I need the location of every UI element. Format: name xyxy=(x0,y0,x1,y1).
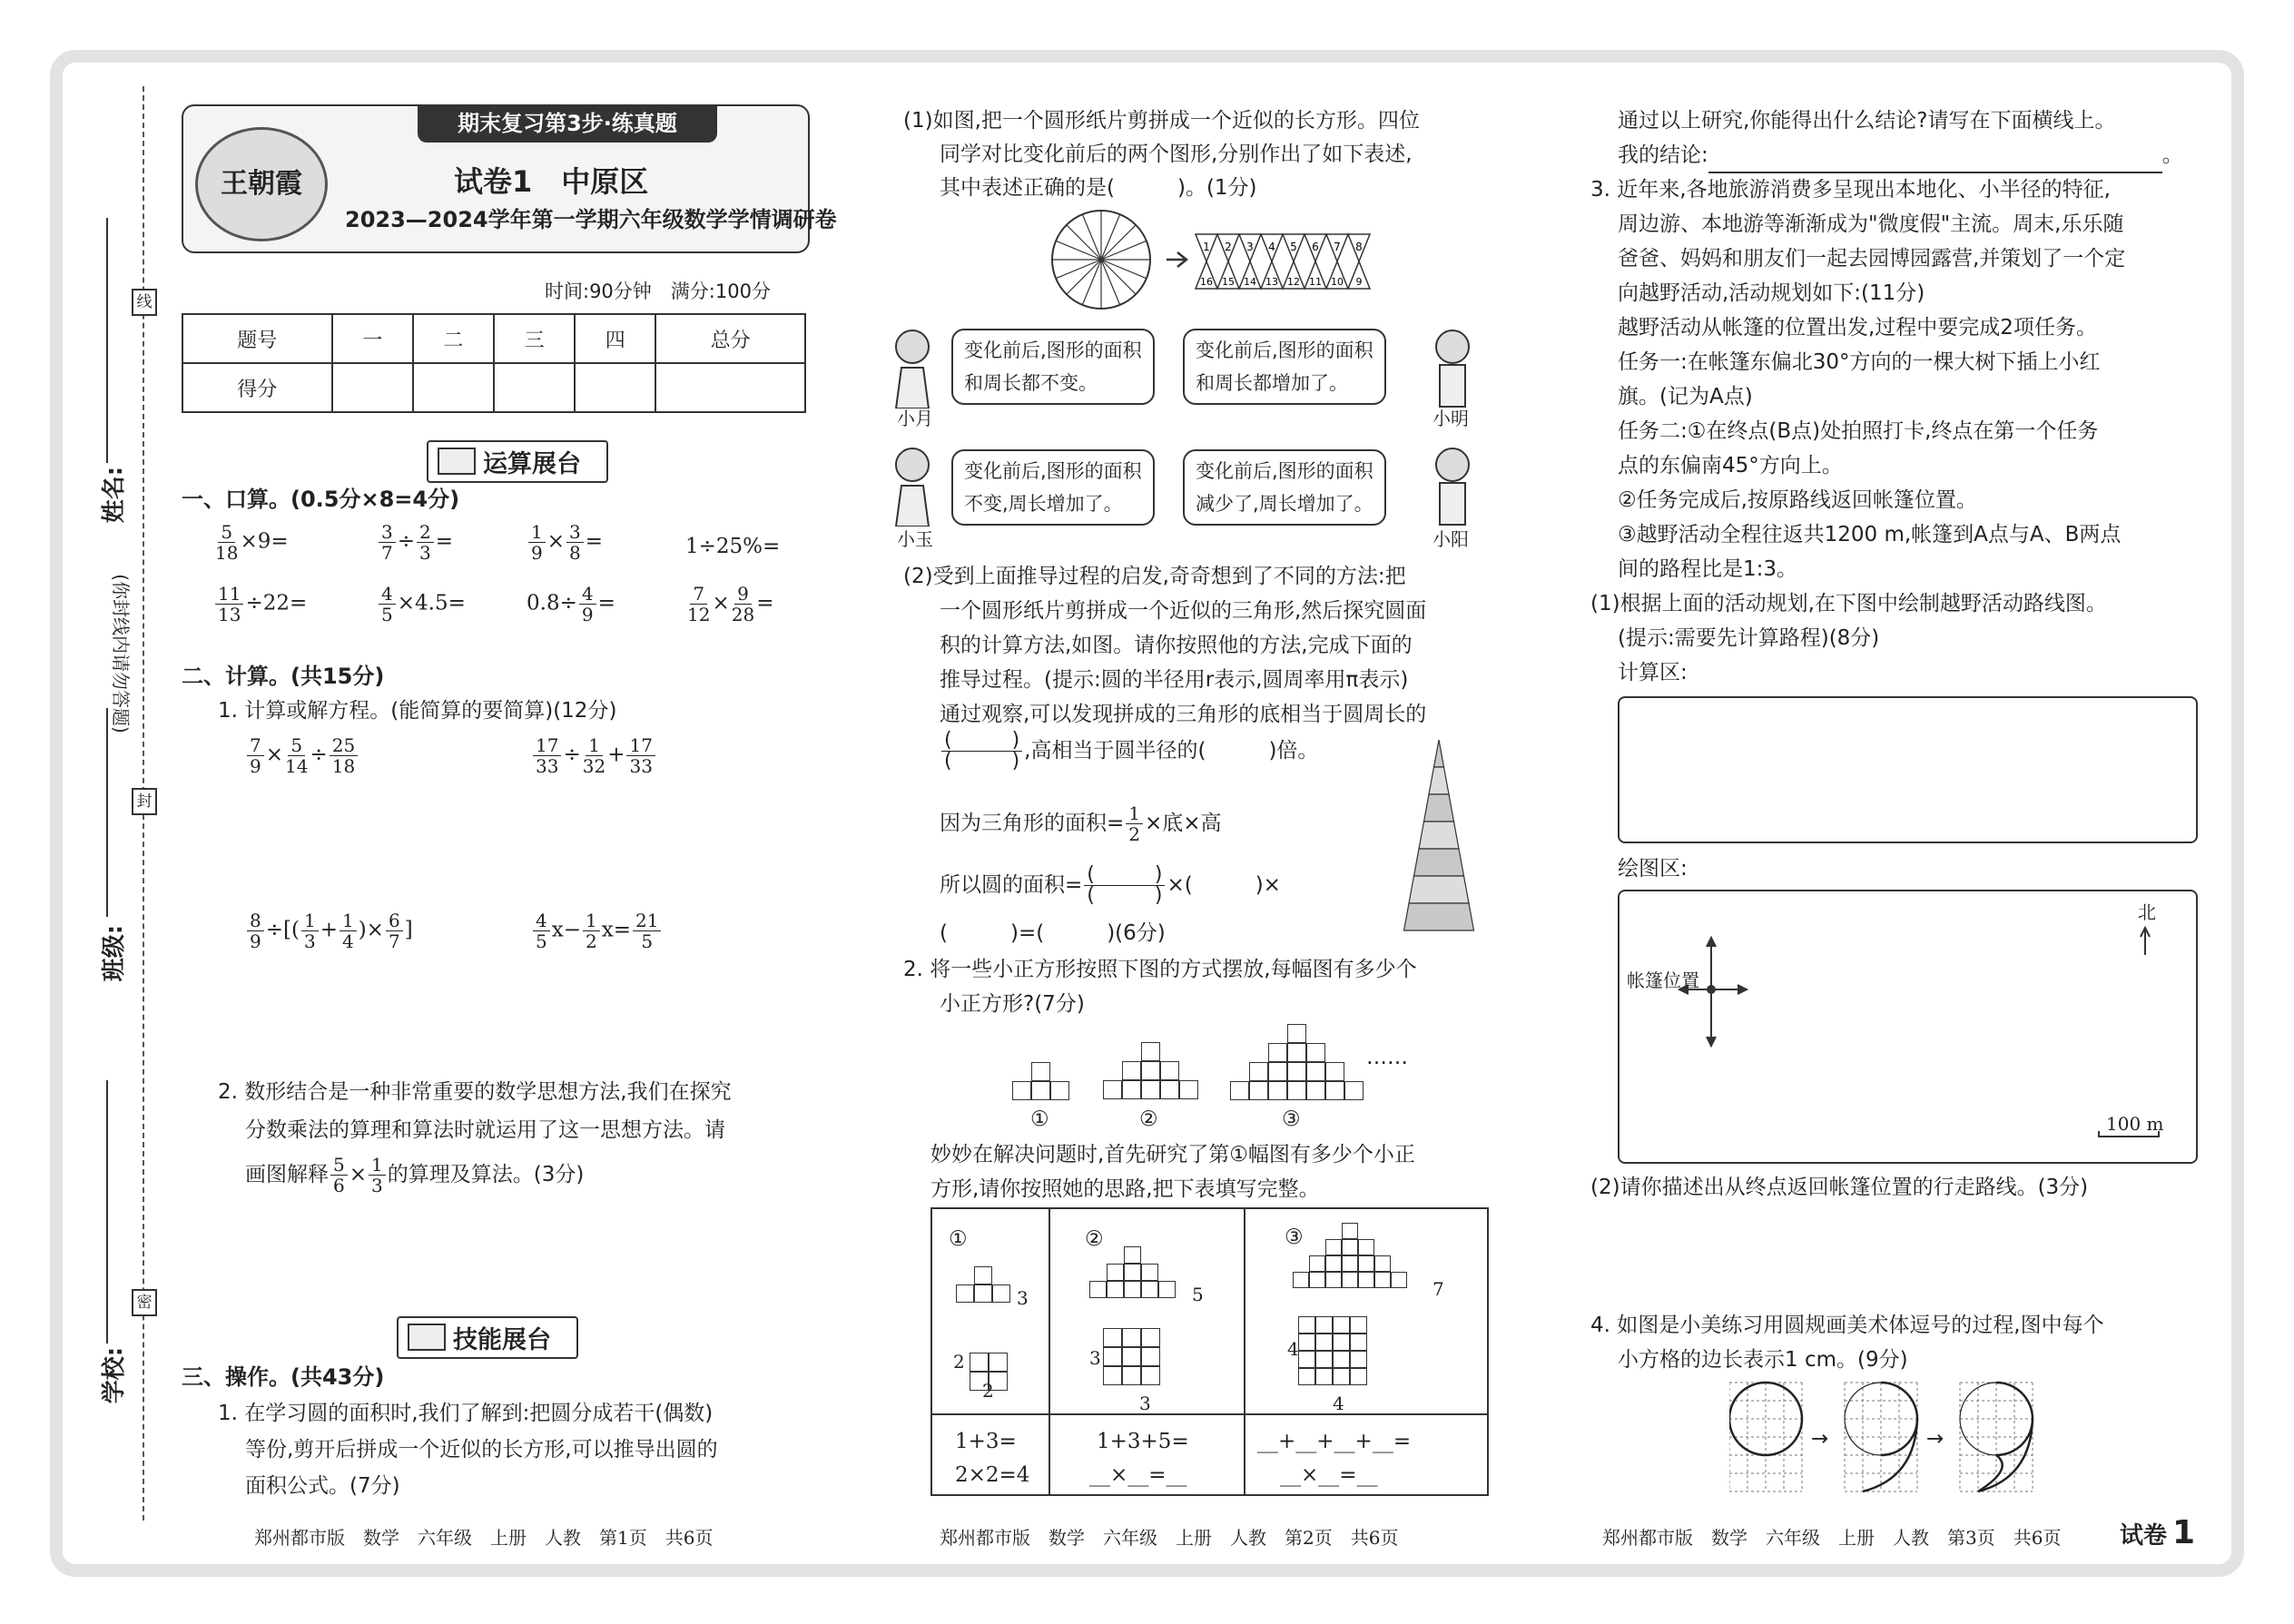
rearranged-square xyxy=(1350,1334,1367,1351)
right-line1: 通过以上研究,你能得出什么结论?请写在下面横线上。 xyxy=(1618,109,2116,133)
pattern-square xyxy=(1141,1042,1160,1061)
table-product[interactable]: __×__=__ xyxy=(1089,1463,1187,1487)
section-compute-label: 运算展台 xyxy=(483,450,581,478)
north-arrow-icon xyxy=(2141,928,2150,955)
conclusion-blank[interactable] xyxy=(1708,148,2162,173)
oral-calc: $\frac{4}{5}$ ×4.5= xyxy=(377,584,466,625)
q3-right-line12: 间的路程比是1:3。 xyxy=(1618,557,1798,581)
table-square xyxy=(1309,1272,1325,1288)
rearranged-square xyxy=(1122,1328,1141,1347)
mid-p1-line2: 同学对比变化前后的两个图形,分别作出了如下表述, xyxy=(940,143,1413,166)
mid-q2-line2: 小正方形?(7分) xyxy=(940,992,1085,1016)
q3-right-line5: 越野活动从帐篷的位置出发,过程中要完成2项任务。 xyxy=(1618,316,2097,340)
table-sum: 1+3= xyxy=(955,1430,1017,1453)
pattern-square xyxy=(1031,1081,1050,1100)
q3-right-line7: 旗。(记为A点) xyxy=(1618,385,1753,408)
rearranged-square xyxy=(1141,1328,1160,1347)
table-square xyxy=(1374,1255,1391,1272)
q3-line3: 面积公式。(7分) xyxy=(245,1474,400,1498)
score-cell: 得分 xyxy=(182,363,332,412)
q2-title: 二、计算。(共15分) xyxy=(182,664,385,689)
q2-sub1: 1. 计算或解方程。(能简算的要简算)(12分) xyxy=(218,699,617,723)
oral-calc: 0.8÷ $\frac{4}{9}$ = xyxy=(527,583,615,625)
mid-p2-line5: 通过观察,可以发现拼成的三角形的底相当于圆周长的 xyxy=(940,703,1427,726)
q3-line1: 1. 在学习圆的面积时,我们了解到:把圆分成若干(偶数) xyxy=(218,1402,714,1425)
rearranged-square xyxy=(1141,1347,1160,1366)
side-count: 7 xyxy=(1433,1278,1444,1300)
score-input[interactable] xyxy=(332,363,413,412)
rearranged-square xyxy=(1333,1334,1350,1351)
mid-p2-line2: 一个圆形纸片剪拼成一个近似的三角形,然后探究圆面 xyxy=(940,599,1427,623)
sector-number: 4 xyxy=(1268,241,1275,253)
step-banner: 期末复习第3步·练真题 xyxy=(418,104,717,143)
fig-label: ① xyxy=(1030,1107,1049,1131)
arrow-right-icon xyxy=(1167,252,1186,267)
table-square xyxy=(1358,1239,1374,1255)
score-cell: 一 xyxy=(332,314,413,363)
q3-right-line8: 任务二:①在终点(B点)处拍照打卡,终点在第一个任务 xyxy=(1618,419,2099,443)
fig-label: ② xyxy=(1139,1107,1158,1131)
mid-p2-line1: (2)受到上面推导过程的启发,奇奇想到了不同的方法:把 xyxy=(903,565,1406,588)
table-square xyxy=(1374,1272,1391,1288)
sector-number: 2 xyxy=(1225,241,1232,253)
mid-q2-line1: 2. 将一些小正方形按照下图的方式摆放,每幅图有多少个 xyxy=(903,958,1417,981)
pattern-square xyxy=(1179,1080,1198,1099)
class-label: 班级: xyxy=(101,924,129,982)
score-cell: 四 xyxy=(575,314,655,363)
footer-page1: 郑州都市版 数学 六年级 上册 人教 第1页 共6页 xyxy=(254,1527,714,1549)
sector-number: 9 xyxy=(1355,276,1363,288)
table-square xyxy=(1325,1272,1342,1288)
right-conclusion: 我的结论: 。 xyxy=(1618,137,2183,173)
pattern-square xyxy=(1306,1062,1325,1081)
oral-calc: 1÷25%= xyxy=(685,535,781,558)
rearranged-square xyxy=(1103,1347,1122,1366)
triangle-row xyxy=(1409,876,1469,903)
table-square xyxy=(1141,1281,1158,1298)
paper-number-label: 试卷 1 xyxy=(2120,1514,2196,1551)
oral-calc: $\frac{5}{18}$ ×9= xyxy=(215,521,289,564)
table-square xyxy=(1342,1223,1358,1239)
score-cell: 三 xyxy=(494,314,575,363)
pattern-square xyxy=(1012,1081,1031,1100)
girl-avatar xyxy=(885,445,940,527)
sector-number: 6 xyxy=(1312,241,1319,253)
table-square xyxy=(974,1266,992,1284)
side-count: 3 xyxy=(1139,1393,1151,1414)
boy-avatar xyxy=(1425,445,1480,527)
pattern-square xyxy=(1287,1062,1306,1081)
table-product: 2×2=4 xyxy=(955,1463,1030,1487)
pattern-square xyxy=(1160,1080,1179,1099)
rearranged-square xyxy=(970,1353,989,1372)
score-input[interactable] xyxy=(494,363,575,412)
sector-number: 13 xyxy=(1265,276,1278,288)
mid-p2-line7: 因为三角形的面积= $\frac{1}{2}$ ×底×高 xyxy=(940,802,1222,845)
step-arrow: → xyxy=(1926,1427,1944,1451)
rearranged-square xyxy=(1298,1316,1315,1334)
table-square xyxy=(1325,1255,1342,1272)
tent-label: 帐篷位置 xyxy=(1627,969,1699,991)
oral-calc: $\frac{1}{9}$ × $\frac{3}{8}$ = xyxy=(527,522,603,563)
speech-bubble: 变化前后,图形的面积 不变,周长增加了。 xyxy=(951,449,1155,526)
fig-label: ③ xyxy=(1282,1107,1301,1131)
speaker-name: 小阳 xyxy=(1433,528,1469,550)
oral-calc: $\frac{11}{13}$ ÷22= xyxy=(213,584,307,625)
table-square xyxy=(974,1284,992,1303)
speech-bubble: 变化前后,图形的面积 减少了,周长增加了。 xyxy=(1183,449,1386,526)
pattern-square xyxy=(1306,1081,1325,1100)
q3-right-line9: 点的东偏南45°方向上。 xyxy=(1618,454,1843,477)
speech-bubble: 变化前后,图形的面积 和周长都不变。 xyxy=(951,329,1155,405)
square-pattern-figures xyxy=(1008,1017,1416,1107)
seal-note: (你封线内请勿答题) xyxy=(109,574,132,733)
pattern-square xyxy=(1287,1024,1306,1043)
pattern-square xyxy=(1268,1043,1287,1062)
pattern-square xyxy=(1325,1081,1344,1100)
rearranged-square xyxy=(1333,1368,1350,1385)
step-arrow: → xyxy=(1811,1427,1829,1451)
q3-right-line2: 周边游、本地游等渐渐成为"微度假"主流。周末,乐乐随 xyxy=(1618,212,2124,236)
ellipsis: …… xyxy=(1366,1046,1408,1069)
sector-number: 11 xyxy=(1309,276,1322,288)
rearranged-square xyxy=(1315,1351,1333,1368)
pattern-square xyxy=(1287,1043,1306,1062)
q3-right-line1: 3. 近年来,各地旅游消费多呈现出本地化、小半径的特征, xyxy=(1590,178,2111,202)
pattern-square xyxy=(1230,1081,1249,1100)
calc-area[interactable] xyxy=(1618,696,2198,843)
pattern-square xyxy=(1141,1061,1160,1080)
score-header-row xyxy=(182,314,805,363)
score-table xyxy=(182,313,806,413)
pattern-square xyxy=(1249,1081,1268,1100)
rearranged-square xyxy=(1298,1334,1315,1351)
sector-number: 16 xyxy=(1200,276,1213,288)
pattern-square xyxy=(1268,1062,1287,1081)
rearranged-square xyxy=(1103,1328,1122,1347)
score-input[interactable] xyxy=(655,363,805,412)
pattern-square xyxy=(1306,1043,1325,1062)
rearranged-square xyxy=(1350,1368,1367,1385)
table-square xyxy=(1107,1281,1124,1298)
q3-right-line4: 向越野活动,活动规划如下:(11分) xyxy=(1618,281,1925,305)
girl-avatar xyxy=(885,327,940,408)
circle-icon xyxy=(1052,211,1150,309)
rearranged-rectangle xyxy=(1196,234,1370,289)
mid-q2-line4: 方形,请你按照她的思路,把下表填写完整。 xyxy=(930,1177,1320,1201)
mid-p1-line1: (1)如图,把一个圆形纸片剪拼成一个近似的长方形。四位 xyxy=(903,109,1420,133)
rearranged-square xyxy=(1350,1351,1367,1368)
score-cell: 二 xyxy=(413,314,494,363)
mid-p2-line9: ( )=( )(6分) xyxy=(940,921,1166,945)
side-count: 3 xyxy=(1017,1287,1029,1309)
side-count: 3 xyxy=(1089,1347,1101,1369)
rearranged-square xyxy=(1298,1368,1315,1385)
sector-number: 15 xyxy=(1222,276,1235,288)
footer-page3: 郑州都市版 数学 六年级 上册 人教 第3页 共6页 xyxy=(1602,1527,2062,1549)
q3-right-line11: ③越野活动全程往返共1200 m,帐篷到A点与A、B两点 xyxy=(1618,523,2122,546)
score-input[interactable] xyxy=(575,363,655,412)
pattern-square xyxy=(1122,1080,1141,1099)
rearranged-square xyxy=(1122,1347,1141,1366)
table-square xyxy=(1124,1281,1141,1298)
rearranged-square xyxy=(1315,1368,1333,1385)
q4-line2: 小方格的边长表示1 cm。(9分) xyxy=(1618,1348,1908,1372)
pattern-square xyxy=(1141,1080,1160,1099)
footer-page2: 郑州都市版 数学 六年级 上册 人教 第2页 共6页 xyxy=(940,1527,1399,1549)
oral-calc: $\frac{3}{7}$ ÷ $\frac{2}{3}$ = xyxy=(377,522,453,563)
pattern-square xyxy=(1325,1062,1344,1081)
name-line xyxy=(106,218,108,463)
q3-part1: (1)根据上面的活动规划,在下图中绘制越野活动路线图。 xyxy=(1590,592,2107,615)
sector-number: 8 xyxy=(1355,241,1363,253)
score-value-row xyxy=(182,363,805,412)
side-count: 4 xyxy=(1333,1393,1344,1414)
class-line xyxy=(106,708,108,917)
name-label: 姓名: xyxy=(101,466,129,524)
table-sum: 1+3+5= xyxy=(1097,1430,1189,1453)
side-count: 2 xyxy=(953,1351,965,1373)
book-icon xyxy=(438,448,476,475)
table-square xyxy=(1089,1281,1107,1298)
table-product[interactable]: __×__=__ xyxy=(1280,1463,1378,1487)
sector-number: 3 xyxy=(1246,241,1254,253)
table-square xyxy=(1342,1239,1358,1255)
section-skill-heading xyxy=(397,1316,578,1359)
triangle-row xyxy=(1429,767,1449,794)
calc-area-label: 计算区: xyxy=(1618,661,1688,684)
mid-p2-line6: $\frac{( )}{( )}$ ,高相当于圆半径的( )倍。 xyxy=(940,731,1318,772)
sector-number: 5 xyxy=(1290,241,1297,253)
q2-sub2-line1: 2. 数形结合是一种非常重要的数学思想方法,我们在探究 xyxy=(218,1080,732,1104)
rearranged-square xyxy=(1333,1351,1350,1368)
speaker-name: 小明 xyxy=(1433,408,1469,429)
table-square xyxy=(1391,1272,1407,1288)
table-sum[interactable]: __+__+__+__= xyxy=(1257,1430,1412,1453)
q2-sub2-line2: 分数乘法的算理和算法时就运用了这一思想方法。请 xyxy=(245,1118,725,1142)
side-count: 2 xyxy=(982,1380,994,1402)
rearranged-square xyxy=(1141,1366,1160,1385)
oral-calc: $\frac{7}{12}$ × $\frac{9}{28}$ = xyxy=(687,583,774,625)
table-square xyxy=(1107,1264,1124,1281)
q2-sub2-line3: 画图解释 $\frac{5}{6}$ × $\frac{1}{3}$ 的算理及算法。(3分) xyxy=(245,1154,585,1196)
sector-number: 7 xyxy=(1334,241,1341,253)
rearranged-square xyxy=(1333,1316,1350,1334)
logo-badge: 王朝霞 xyxy=(195,127,328,241)
rearranged-square xyxy=(1298,1351,1315,1368)
q1-title: 一、口算。(0.5分×8=4分) xyxy=(182,487,460,512)
school-line xyxy=(106,1080,108,1343)
paper-title: 试卷1 中原区 xyxy=(454,164,649,199)
pattern-square xyxy=(1268,1081,1287,1100)
mid-p2-line8: 所以圆的面积= $\frac{( )}{( )}$ ×( )× xyxy=(940,863,1281,907)
expression: $\frac{7}{9}$ × $\frac{5}{14}$ ÷ $\frac{25}{18}$ xyxy=(245,735,359,776)
book-icon xyxy=(408,1324,446,1351)
side-count: 4 xyxy=(1287,1338,1299,1360)
school-label: 学校: xyxy=(101,1346,129,1404)
rearranged-square xyxy=(1350,1316,1367,1334)
triangle-row xyxy=(1419,822,1459,849)
q3-right-line10: ②任务完成后,按原路线返回帐篷位置。 xyxy=(1618,488,1977,512)
north-label: 北 xyxy=(2138,901,2156,923)
table-square xyxy=(1342,1272,1358,1288)
rearranged-square xyxy=(989,1353,1008,1372)
section-compute-heading xyxy=(427,440,608,483)
time-info: 时间:90分钟 满分:100分 xyxy=(545,281,771,302)
mid-p2-line3: 积的计算方法,如图。请你按照他的方法,完成下面的 xyxy=(940,634,1413,657)
sector-number: 1 xyxy=(1203,241,1210,253)
pattern-square xyxy=(1103,1080,1122,1099)
mid-q2-line3: 妙妙在解决问题时,首先研究了第①幅图有多少个小正 xyxy=(930,1143,1415,1166)
table-square xyxy=(1309,1255,1325,1272)
speaker-name: 小玉 xyxy=(897,528,933,550)
scale-label: 100 m xyxy=(2106,1113,2164,1135)
triangle-stack-figure xyxy=(1403,735,1475,944)
speaker-name: 小月 xyxy=(897,408,933,429)
q3-right-line6: 任务一:在帐篷东偏北30°方向的一棵大树下插上小红 xyxy=(1618,350,2101,374)
mid-p1-line3: 其中表述正确的是( )。(1分) xyxy=(940,176,1257,200)
table-col-label: ② xyxy=(1085,1227,1104,1251)
q3-part1-hint: (提示:需要先计算路程)(8分) xyxy=(1618,626,1880,650)
q3-title: 三、操作。(共43分) xyxy=(182,1364,385,1390)
q4-line1: 4. 如图是小美练习用圆规画美术体逗号的过程,图中每个 xyxy=(1590,1314,2104,1337)
pattern-square xyxy=(1249,1062,1268,1081)
pattern-square xyxy=(1287,1081,1306,1100)
pattern-square xyxy=(1031,1062,1050,1081)
seal-char-secret: 密 xyxy=(132,1289,157,1316)
pattern-square xyxy=(1160,1061,1179,1080)
rearranged-square xyxy=(1103,1366,1122,1385)
table-square xyxy=(1358,1272,1374,1288)
side-count: 5 xyxy=(1192,1284,1204,1305)
triangle-row xyxy=(1434,740,1444,767)
table-square xyxy=(1124,1264,1141,1281)
table-square xyxy=(1358,1255,1374,1272)
triangle-row xyxy=(1424,794,1454,822)
table-square xyxy=(992,1284,1010,1303)
q3-line2: 等份,剪开后拼成一个近似的长方形,可以推导出圆的 xyxy=(245,1438,718,1462)
seal-char-line: 线 xyxy=(132,289,157,316)
expression: $\frac{8}{9}$ ÷[( $\frac{1}{3}$ + $\frac{1}{4}$ )× $\frac{6}{7}$ ] xyxy=(245,910,413,951)
rearranged-square xyxy=(1122,1366,1141,1385)
table-col-label: ① xyxy=(949,1227,968,1251)
q3-part2: (2)请你描述出从终点返回帐篷位置的行走路线。(3分) xyxy=(1590,1176,2089,1199)
sector-number: 12 xyxy=(1287,276,1300,288)
sector-number: 10 xyxy=(1331,276,1344,288)
circle-cut-figure xyxy=(1049,207,1384,316)
pattern-square xyxy=(1344,1081,1364,1100)
rearranged-square xyxy=(1315,1316,1333,1334)
table-col-label: ③ xyxy=(1285,1225,1304,1249)
boy-avatar xyxy=(1425,327,1480,408)
table-square xyxy=(1325,1239,1342,1255)
score-input[interactable] xyxy=(413,363,494,412)
score-cell: 题号 xyxy=(182,314,332,363)
table-square xyxy=(1141,1264,1158,1281)
seal-char-seal: 封 xyxy=(132,788,157,815)
sector-number: 14 xyxy=(1244,276,1256,288)
score-cell: 总分 xyxy=(655,314,805,363)
pattern-square xyxy=(1122,1061,1141,1080)
expression: $\frac{17}{33}$ ÷ $\frac{1}{32}$ + $\frac{17}{33}$ xyxy=(531,735,657,776)
table-square xyxy=(956,1284,974,1303)
triangle-row xyxy=(1414,849,1464,876)
rearranged-square xyxy=(1315,1334,1333,1351)
paper-subtitle: 2023—2024学年第一学期六年级数学学情调研卷 xyxy=(345,207,837,232)
speech-bubble: 变化前后,图形的面积 和周长都增加了。 xyxy=(1183,329,1386,405)
table-square xyxy=(1124,1246,1141,1264)
table-square xyxy=(1158,1281,1176,1298)
draw-area-label: 绘图区: xyxy=(1618,857,1688,881)
triangle-row xyxy=(1404,903,1474,930)
fraction: $\frac{5}{18}$ xyxy=(215,521,239,564)
table-square xyxy=(1293,1272,1309,1288)
equation: $\frac{4}{5}$ x− $\frac{1}{2}$ x= $\frac{21}{5}$ xyxy=(531,910,663,951)
table-square xyxy=(1342,1255,1358,1272)
q3-right-line3: 爸爸、妈妈和朋友们一起去园博园露营,并策划了一个定 xyxy=(1618,247,2126,271)
comma-drawing-steps xyxy=(1729,1378,2120,1501)
pattern-square xyxy=(1050,1081,1069,1100)
section-skill-label: 技能展台 xyxy=(453,1326,551,1354)
mid-p2-line4: 推导过程。(提示:圆的半径用r表示,圆周率用π表示) xyxy=(940,668,1409,692)
